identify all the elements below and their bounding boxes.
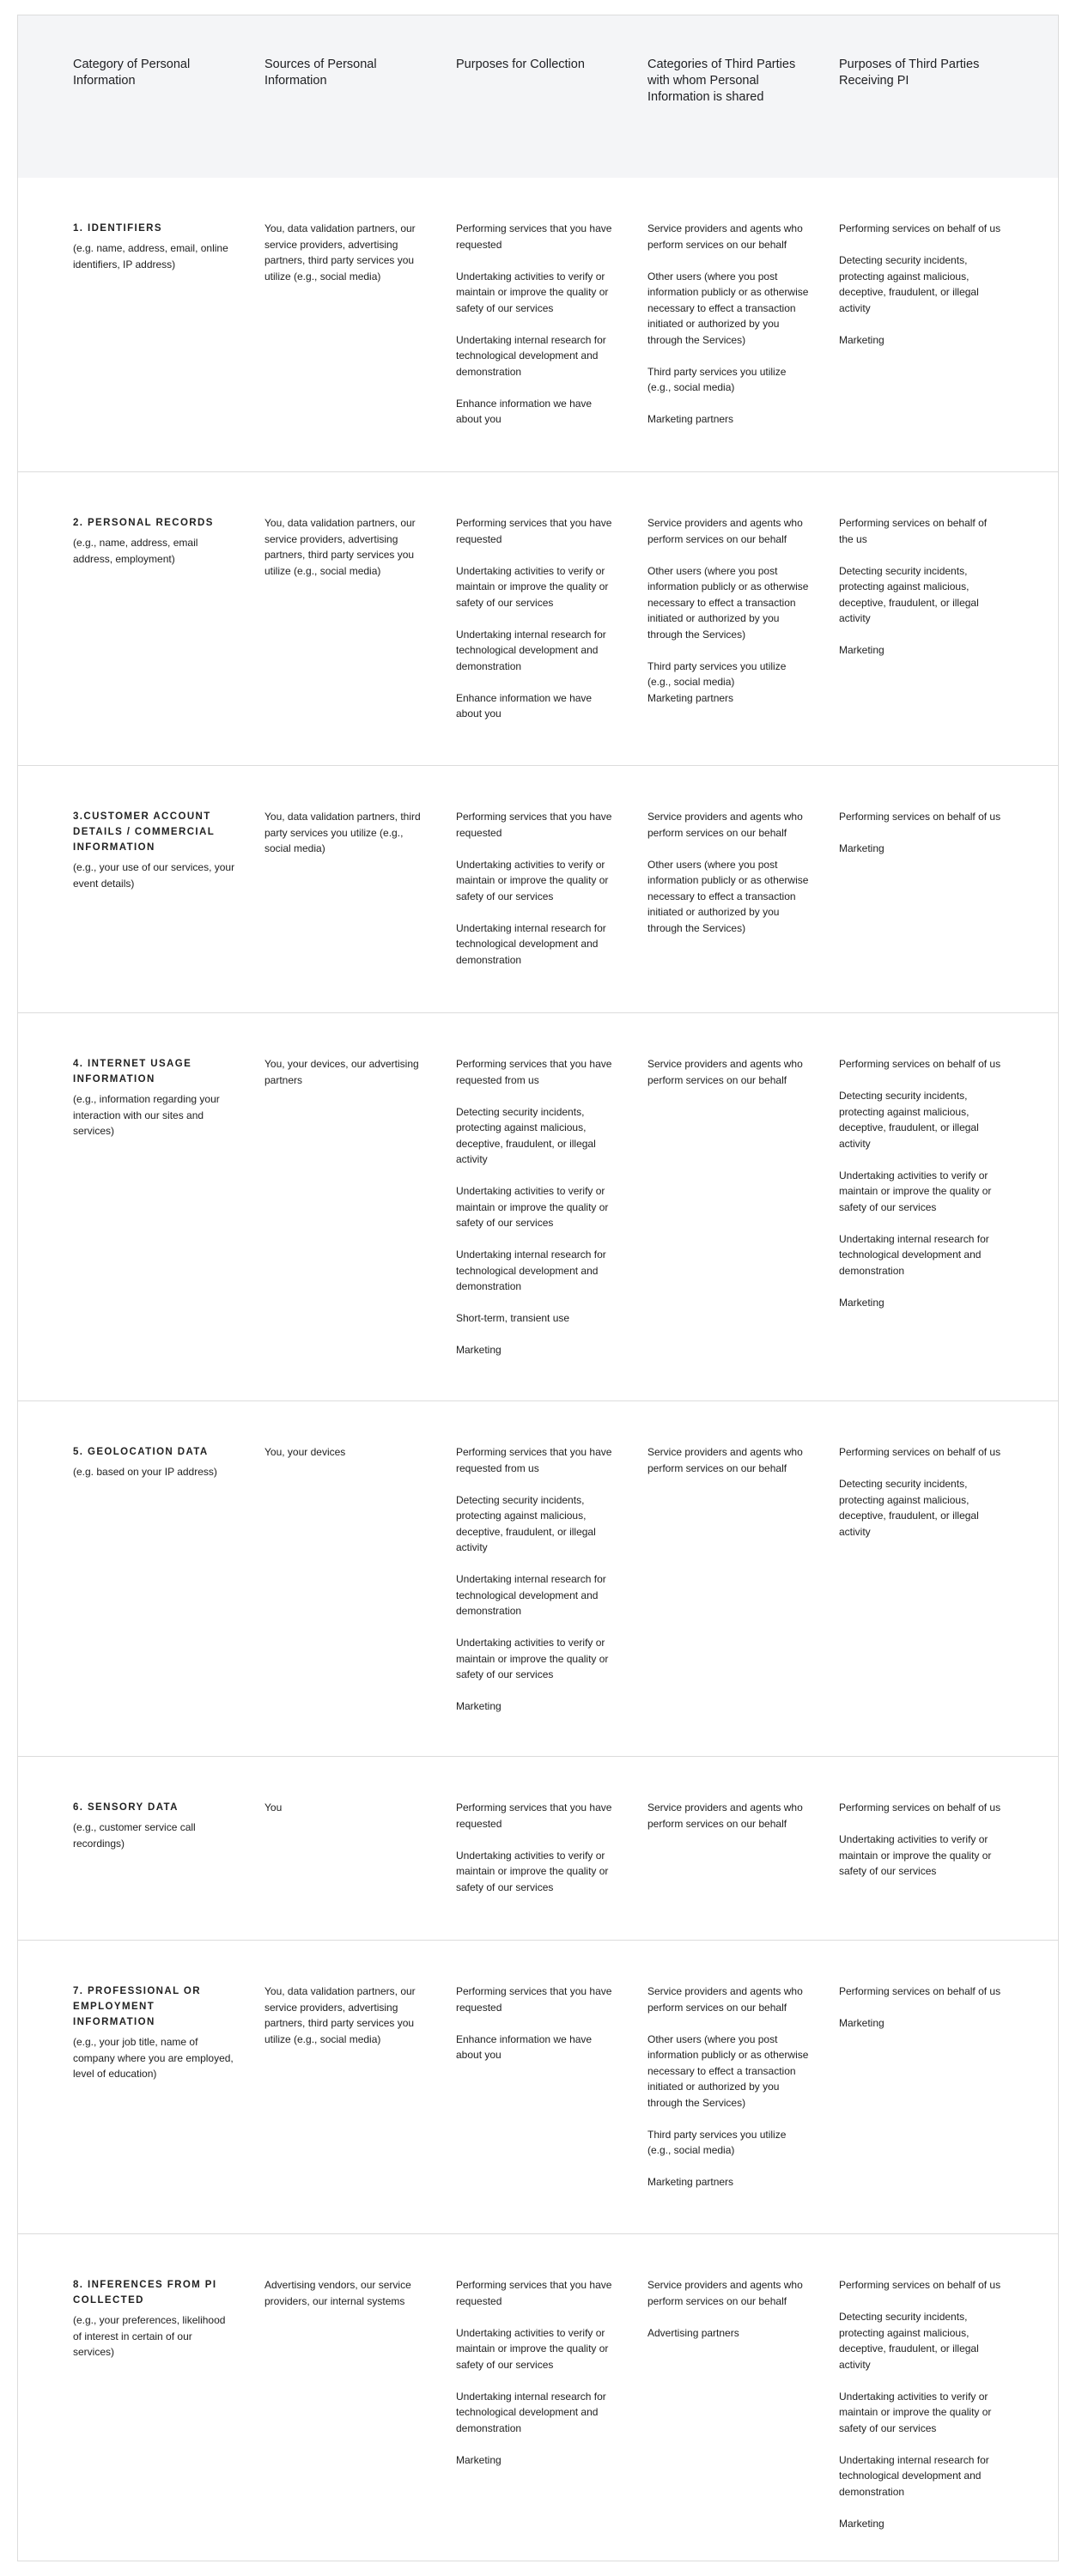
third-party-item: Marketing partners (647, 413, 734, 425)
purpose-item: Performing services that you have requested (456, 517, 612, 545)
purposes-cell (456, 221, 619, 443)
header-category: Category of Personal Information (73, 58, 191, 88)
third-party-item: Other users (where you post information publicly or as otherwise necessary to effect a transaction initiated or authorized by you through the Services) (647, 2032, 809, 2109)
header-third-parties: Categories of Third Parties with whom Personal Information is shared (647, 58, 796, 104)
third-parties-cell (647, 221, 811, 443)
purpose-item: Undertaking internal research for technological development and demonstration (456, 1249, 606, 1292)
purpose-item: Enhance information we have about you (456, 397, 593, 425)
category-cell (73, 1444, 236, 1480)
category-cell (73, 515, 236, 567)
third-party-purpose-item: Marketing (839, 644, 885, 656)
third-party-purposes-cell (839, 221, 1002, 364)
purpose-item: Enhance information we have about you (456, 2032, 593, 2061)
third-party-purpose-item: Detecting security incidents, protecting against malicious, deceptive, fraudulent, or illegal activity (839, 2311, 979, 2371)
category-title: 3.CUSTOMER ACCOUNT DETAILS / COMMERCIAL INFORMATION (73, 811, 215, 853)
third-parties-cell (647, 1444, 811, 1492)
third-party-purpose-item: Undertaking internal research for technological development and demonstration (839, 2453, 989, 2498)
sources-cell: You, your devices (264, 1446, 346, 1458)
category-cell (73, 1056, 236, 1139)
category-title: 7. PROFESSIONAL OR EMPLOYMENT INFORMATION (73, 1986, 201, 2027)
table-row (18, 178, 1058, 471)
sources-cell: Advertising vendors, our service providers, our internal systems (264, 2279, 411, 2307)
purpose-item: Detecting security incidents, protecting against malicious, deceptive, fraudulent, or illegal activity (456, 1493, 596, 1553)
category-cell (73, 809, 236, 891)
table-row (18, 765, 1058, 1012)
purpose-item: Undertaking activities to verify or maintain or improve the quality or safety of our services (456, 858, 609, 902)
purpose-item: Undertaking activities to verify or maintain or improve the quality or safety of our services (456, 1637, 609, 1680)
third-parties-cell (647, 1984, 811, 2206)
purposes-cell (456, 1800, 619, 1911)
purpose-item: Performing services that you have requested from us (456, 1058, 612, 1086)
header-purposes: Purposes for Collection (456, 58, 585, 71)
third-party-purposes-cell (839, 1984, 1002, 2047)
category-description: (e.g., your job title, name of company where you are employed, level of education) (73, 2036, 234, 2080)
purpose-item: Undertaking internal research for technological development and demonstration (456, 1573, 606, 1617)
third-party-item: Service providers and agents who perform services on our behalf (647, 222, 803, 251)
third-party-purpose-item: Undertaking activities to verify or maintain or improve the quality or safety of our services (839, 1833, 992, 1877)
third-party-purpose-item: Marketing (839, 842, 885, 854)
third-party-purpose-item: Detecting security incidents, protecting against malicious, deceptive, fraudulent, or illegal activity (839, 254, 979, 314)
table-row (18, 1400, 1058, 1756)
third-party-item: Other users (where you post information publicly or as otherwise necessary to effect a transaction initiated or authorized by you through the Services) (647, 858, 809, 934)
third-party-purposes-cell (839, 515, 1002, 674)
third-party-purpose-item: Marketing (839, 1296, 885, 1309)
third-party-purpose-item: Performing services on behalf of us (839, 2279, 1001, 2291)
third-party-item: Third party services you utilize (e.g., social media) (647, 2128, 787, 2156)
sources-cell: You, data validation partners, third party services you utilize (e.g., social media) (264, 811, 421, 854)
category-cell (73, 221, 236, 272)
third-party-purpose-item: Performing services on behalf of us (839, 1058, 1001, 1070)
sources-cell: You, data validation partners, our service providers, advertising partners, third party services you utilize (e.g., social media) (264, 222, 416, 283)
third-party-purpose-item: Performing services on behalf of the us (839, 517, 988, 545)
category-description: (e.g. based on your IP address) (73, 1466, 217, 1478)
third-party-purpose-item: Undertaking internal research for technological development and demonstration (839, 1232, 989, 1277)
category-description: (e.g., your use of our services, your event details) (73, 861, 235, 890)
purpose-item: Performing services that you have requested (456, 2279, 612, 2307)
category-title: 6. SENSORY DATA (73, 1802, 179, 1813)
purpose-item: Undertaking activities to verify or maintain or improve the quality or safety of our services (456, 2326, 609, 2371)
third-party-item: Service providers and agents who perform services on our behalf (647, 1058, 803, 1086)
third-party-item: Other users (where you post information publicly or as otherwise necessary to effect a transaction initiated or authorized by you through the Services) (647, 270, 809, 346)
third-party-item: Service providers and agents who perform services on our behalf (647, 517, 803, 545)
purpose-item: Marketing (456, 1700, 502, 1712)
category-cell (73, 1984, 236, 2082)
third-party-purpose-item: Detecting security incidents, protecting against malicious, deceptive, fraudulent, or illegal activity (839, 1478, 979, 1538)
category-description: (e.g., information regarding your interaction with our sites and services) (73, 1093, 220, 1137)
third-party-purpose-item: Marketing (839, 2517, 885, 2530)
third-party-purpose-item: Undertaking activities to verify or maintain or improve the quality or safety of our services (839, 2390, 992, 2434)
third-party-item: Service providers and agents who perform services on our behalf (647, 2279, 803, 2307)
third-party-item: Service providers and agents who perform services on our behalf (647, 1446, 803, 1474)
third-party-purpose-item: Marketing (839, 2017, 885, 2029)
category-description: (e.g., name, address, email address, employment) (73, 537, 198, 565)
purpose-item: Short-term, transient use (456, 1312, 570, 1324)
third-party-purposes-cell (839, 2277, 1002, 2548)
purposes-cell (456, 1984, 619, 2079)
purpose-item: Performing services that you have requested (456, 811, 612, 839)
third-party-item: Marketing partners (647, 691, 734, 704)
purpose-item: Undertaking activities to verify or maintain or improve the quality or safety of our services (456, 1185, 609, 1229)
third-party-item: Third party services you utilize (e.g., social media) (647, 365, 787, 393)
category-description: (e.g., your preferences, likelihood of interest in certain of our services) (73, 2314, 226, 2358)
third-parties-cell (647, 1800, 811, 1848)
header-sources: Sources of Personal Information (264, 58, 377, 88)
third-parties-cell (647, 515, 811, 722)
table-row (18, 1756, 1058, 1940)
sources-cell: You, data validation partners, our service providers, advertising partners, third party services you utilize (e.g., social media) (264, 1985, 416, 2045)
category-title: 4. INTERNET USAGE INFORMATION (73, 1059, 192, 1084)
purpose-item: Performing services that you have requested from us (456, 1446, 612, 1474)
purpose-item: Undertaking activities to verify or maintain or improve the quality or safety of our services (456, 564, 609, 609)
privacy-table (17, 15, 1059, 2561)
table-row (18, 471, 1058, 765)
table-row (18, 2233, 1058, 2562)
third-party-purposes-cell (839, 1444, 1002, 1556)
third-party-item: Third party services you utilize (e.g., social media) (647, 659, 787, 688)
third-parties-cell (647, 1056, 811, 1104)
category-title: 1. IDENTIFIERS (73, 223, 162, 234)
purpose-item: Undertaking internal research for technological development and demonstration (456, 2390, 606, 2434)
purposes-cell (456, 1444, 619, 1730)
third-party-purposes-cell (839, 809, 1002, 872)
purpose-item: Undertaking activities to verify or maintain or improve the quality or safety of our services (456, 270, 609, 314)
category-cell (73, 2277, 236, 2360)
third-party-purpose-item: Detecting security incidents, protecting against malicious, deceptive, fraudulent, or illegal activity (839, 564, 979, 624)
table-row (18, 1940, 1058, 2233)
purpose-item: Marketing (456, 1344, 502, 1356)
third-party-purpose-item: Performing services on behalf of us (839, 811, 1001, 823)
purposes-cell (456, 809, 619, 984)
purpose-item: Detecting security incidents, protecting against malicious, deceptive, fraudulent, or illegal activity (456, 1105, 596, 1165)
sources-cell: You, data validation partners, our service providers, advertising partners, third party services you utilize (e.g., social media) (264, 517, 416, 577)
purposes-cell (456, 1056, 619, 1374)
category-title: 2. PERSONAL RECORDS (73, 518, 214, 528)
purpose-item: Enhance information we have about you (456, 691, 593, 720)
purpose-item: Undertaking internal research for technological development and demonstration (456, 628, 606, 672)
third-party-purpose-item: Detecting security incidents, protecting against malicious, deceptive, fraudulent, or illegal activity (839, 1090, 979, 1150)
third-party-item: Service providers and agents who perform services on our behalf (647, 1985, 803, 2014)
purpose-item: Marketing (456, 2453, 502, 2466)
third-party-purposes-cell (839, 1800, 1002, 1895)
third-party-item: Marketing partners (647, 2176, 734, 2188)
category-title: 8. INFERENCES FROM PI COLLECTED (73, 2280, 217, 2306)
purpose-item: Performing services that you have requested (456, 222, 612, 251)
purposes-cell (456, 2277, 619, 2484)
table-row (18, 1012, 1058, 1400)
purpose-item: Undertaking internal research for technological development and demonstration (456, 921, 606, 966)
table-header-row (18, 15, 1058, 178)
third-party-item: Service providers and agents who perform services on our behalf (647, 1801, 803, 1830)
third-party-purposes-cell (839, 1056, 1002, 1327)
purposes-cell (456, 515, 619, 738)
category-cell (73, 1800, 236, 1851)
table-body (18, 178, 1058, 2562)
third-party-purpose-item: Performing services on behalf of us (839, 1446, 1001, 1458)
purpose-item: Performing services that you have requested (456, 1985, 612, 2014)
category-description: (e.g., customer service call recordings) (73, 1821, 196, 1850)
header-third-party-purposes: Purposes of Third Parties Receiving PI (839, 58, 980, 88)
sources-cell: You (264, 1801, 283, 1814)
third-parties-cell (647, 809, 811, 952)
purpose-item: Undertaking internal research for technological development and demonstration (456, 333, 606, 378)
third-party-purpose-item: Performing services on behalf of us (839, 1801, 1001, 1814)
third-party-purpose-item: Performing services on behalf of us (839, 222, 1001, 234)
category-description: (e.g. name, address, email, online identifiers, IP address) (73, 242, 228, 270)
purpose-item: Performing services that you have requested (456, 1801, 612, 1830)
category-title: 5. GEOLOCATION DATA (73, 1447, 209, 1457)
third-party-item: Advertising partners (647, 2326, 739, 2339)
third-party-purpose-item: Performing services on behalf of us (839, 1985, 1001, 1997)
third-party-purpose-item: Undertaking activities to verify or maintain or improve the quality or safety of our services (839, 1169, 992, 1213)
third-party-purpose-item: Marketing (839, 333, 885, 346)
third-party-item: Service providers and agents who perform services on our behalf (647, 811, 803, 839)
third-party-item: Other users (where you post information publicly or as otherwise necessary to effect a transaction initiated or authorized by you through the Services) (647, 564, 809, 641)
sources-cell: You, your devices, our advertising partners (264, 1058, 419, 1086)
third-parties-cell (647, 2277, 811, 2357)
purpose-item: Undertaking activities to verify or maintain or improve the quality or safety of our services (456, 1849, 609, 1893)
